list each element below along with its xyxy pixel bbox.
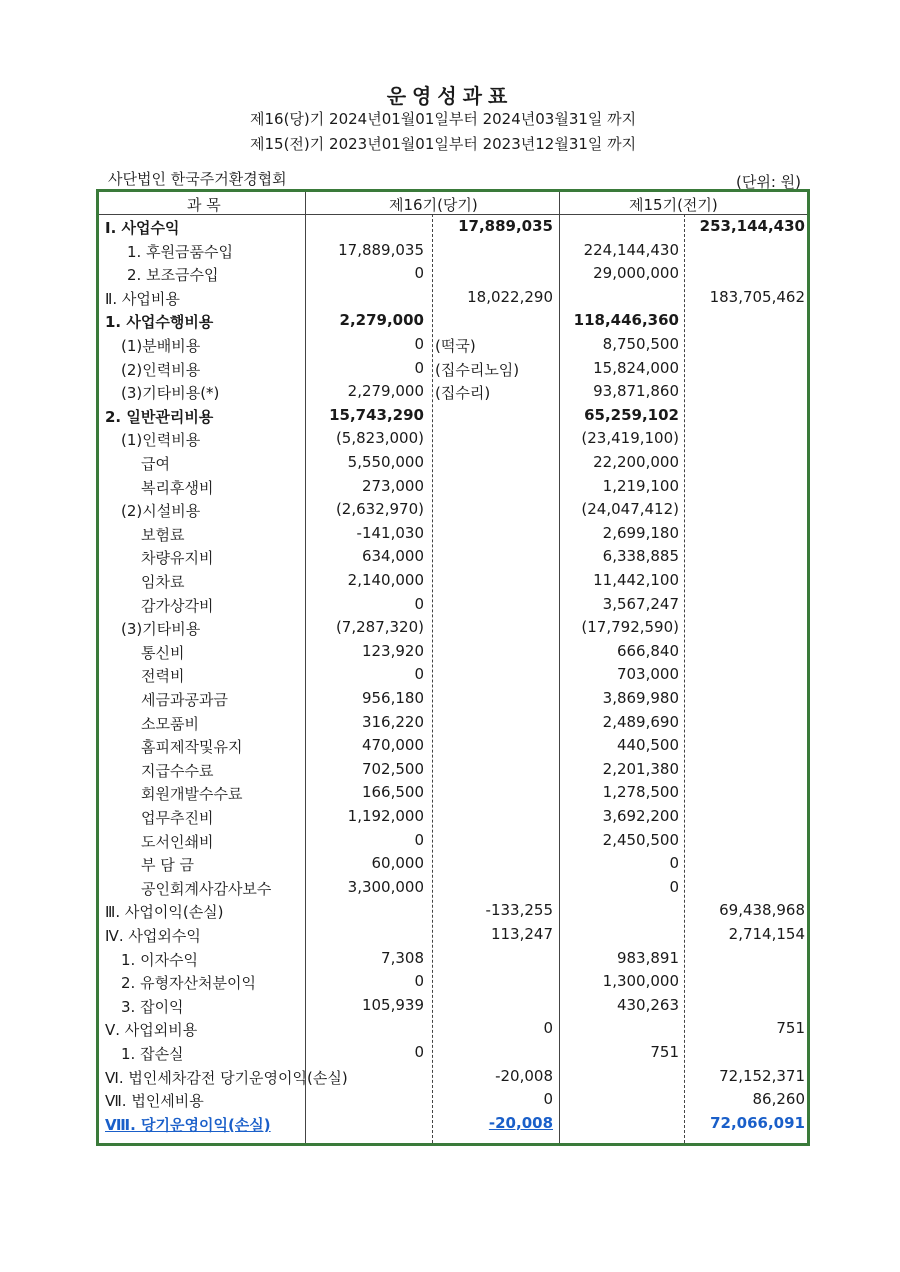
prior-detail-amount: 22,200,000	[593, 453, 679, 471]
prior-total-amount: 72,066,091	[710, 1113, 805, 1132]
table-row	[99, 758, 807, 782]
current-detail-amount: (5,823,000)	[335, 429, 424, 448]
prior-detail-amount: 3,869,980	[602, 689, 679, 707]
row-label: Ⅴ. 사업외비용	[105, 1021, 198, 1040]
table-row	[99, 380, 807, 404]
prior-period: 제15(전)기 2023년01월01일부터 2023년12월31일 까지	[250, 135, 637, 153]
prior-detail-amount: 6,338,885	[602, 547, 679, 566]
current-total-amount: -20,008	[488, 1113, 553, 1132]
current-detail-amount: 0	[414, 264, 424, 283]
row-label: 홈피제작및유지	[141, 738, 243, 757]
current-detail-amount: 2,279,000	[347, 382, 424, 401]
current-detail-amount: 2,140,000	[347, 571, 424, 589]
table-row	[99, 286, 807, 310]
row-label: 1. 이자수익	[121, 950, 199, 969]
row-label: 차량유지비	[141, 549, 214, 568]
current-detail-amount: 5,550,000	[347, 453, 424, 471]
row-label: Ⅷ. 당기운영이익(손실)	[105, 1115, 271, 1134]
row-note: (집수리노임)	[435, 360, 520, 379]
prior-detail-amount: 1,278,500	[602, 783, 679, 802]
current-detail-amount: (2,632,970)	[335, 500, 424, 519]
row-label: 1. 잡손실	[121, 1045, 184, 1063]
table-row	[99, 687, 807, 711]
current-period: 제16(당)기 2024년01월01일부터 2024년03월31일 까지	[250, 110, 637, 128]
table-row	[99, 262, 807, 286]
table-row	[99, 1041, 807, 1065]
prior-total-amount: 86,260	[752, 1090, 805, 1109]
current-detail-amount: 470,000	[361, 736, 424, 755]
prior-detail-amount: 3,692,200	[602, 807, 679, 825]
table-row	[99, 1065, 807, 1089]
header-subject: 과 목	[187, 196, 221, 214]
prior-detail-amount: 666,840	[616, 641, 679, 660]
current-total-amount: -20,008	[495, 1066, 553, 1085]
table-row	[99, 239, 807, 263]
row-label: Ⅵ. 법인세차감전 당기운영이익(손실)	[105, 1068, 348, 1087]
table-header	[99, 192, 807, 215]
prior-detail-amount: 2,699,180	[602, 523, 679, 542]
table-row	[99, 1017, 807, 1041]
prior-detail-amount: 2,450,500	[602, 830, 679, 849]
current-detail-amount: 0	[414, 665, 424, 684]
prior-detail-amount: 703,000	[616, 665, 679, 684]
row-label: Ⅱ. 사업비용	[105, 289, 180, 308]
table-row	[99, 522, 807, 546]
table-row	[99, 593, 807, 617]
table-row	[99, 947, 807, 971]
row-label: 도서인쇄비	[141, 832, 214, 851]
table-row	[99, 404, 807, 428]
prior-detail-amount: (24,047,412)	[581, 500, 679, 519]
prior-detail-amount: 11,442,100	[593, 571, 679, 589]
table-row	[99, 475, 807, 499]
current-detail-amount: 1,192,000	[347, 807, 424, 825]
current-detail-amount: 316,220	[361, 712, 424, 731]
prior-detail-amount: 1,300,000	[602, 972, 679, 991]
table-row	[99, 357, 807, 381]
current-total-amount: 18,022,290	[467, 287, 553, 306]
statement-title: 운영성과표	[386, 84, 514, 108]
prior-detail-amount: 224,144,430	[583, 240, 679, 259]
row-label: (2)인력비용	[121, 360, 201, 379]
row-label: 복리후생비	[141, 478, 214, 497]
prior-total-amount: 183,705,462	[709, 287, 805, 306]
prior-detail-amount: 983,891	[616, 948, 679, 967]
row-label: Ⅰ. 사업수익	[105, 219, 180, 237]
table-row	[99, 876, 807, 900]
row-label: (2)시설비용	[121, 502, 201, 521]
table-row	[99, 923, 807, 947]
current-detail-amount: 0	[414, 358, 424, 377]
table-row	[99, 734, 807, 758]
current-total-amount: 17,889,035	[458, 217, 553, 235]
prior-detail-amount: 0	[669, 854, 679, 873]
row-label: 2. 보조금수입	[127, 266, 219, 285]
prior-detail-amount: 2,489,690	[602, 712, 679, 731]
row-label: (3)기타비용(*)	[121, 384, 220, 403]
row-label: 지급수수료	[141, 761, 214, 780]
current-detail-amount: 0	[414, 335, 424, 353]
row-label: 소모품비	[141, 714, 199, 733]
row-note: (집수리)	[435, 384, 491, 403]
prior-detail-amount: 430,263	[616, 995, 679, 1014]
table-row	[99, 852, 807, 876]
table-row	[99, 1112, 807, 1136]
table-row	[99, 545, 807, 569]
operating-results-table	[96, 189, 810, 1146]
current-detail-amount: 273,000	[361, 476, 424, 495]
table-row	[99, 309, 807, 333]
row-label: 1. 후원금품수입	[127, 242, 234, 261]
row-label: 부 담 금	[141, 856, 195, 875]
row-label: 업무추진비	[141, 809, 214, 827]
row-label: 전력비	[141, 667, 185, 686]
prior-detail-amount: 15,824,000	[593, 358, 679, 377]
table-row	[99, 640, 807, 664]
prior-detail-amount: 29,000,000	[593, 264, 679, 283]
prior-detail-amount: 2,201,380	[602, 759, 679, 778]
row-label: (1)인력비용	[121, 431, 201, 450]
header-prior: 제15기(전기)	[629, 196, 718, 214]
current-total-amount: 113,247	[490, 925, 553, 943]
row-label: 세금과공과금	[141, 691, 228, 709]
table-row	[99, 805, 807, 829]
table-row	[99, 215, 807, 239]
current-detail-amount: 123,920	[361, 641, 424, 660]
current-detail-amount: 166,500	[361, 783, 424, 802]
current-total-amount: 0	[543, 1090, 553, 1109]
table-row	[99, 711, 807, 735]
organization-name: 사단법인 한국주거환경협회	[108, 170, 287, 188]
current-detail-amount: 105,939	[361, 995, 424, 1014]
current-detail-amount: 0	[414, 830, 424, 849]
current-total-amount: -133,255	[485, 901, 553, 920]
prior-detail-amount: 93,871,860	[593, 382, 679, 401]
table-row	[99, 781, 807, 805]
prior-detail-amount: 3,567,247	[602, 594, 679, 613]
table-row	[99, 829, 807, 853]
row-label: 보험료	[141, 525, 185, 544]
prior-total-amount: 2,714,154	[728, 925, 805, 943]
current-total-amount: 0	[543, 1019, 553, 1038]
table-row	[99, 451, 807, 475]
current-detail-amount: 15,743,290	[329, 405, 424, 424]
row-label: Ⅶ. 법인세비용	[105, 1092, 204, 1111]
prior-detail-amount: 8,750,500	[602, 335, 679, 353]
row-label: (3)기타비용	[121, 620, 201, 639]
prior-detail-amount: 440,500	[616, 736, 679, 755]
current-detail-amount: (7,287,320)	[335, 618, 424, 637]
row-label: 공인회계사감사보수	[141, 879, 272, 898]
current-detail-amount: 0	[414, 972, 424, 991]
unit-label: (단위: 원)	[736, 173, 801, 191]
row-label: 급여	[141, 455, 170, 473]
prior-total-amount: 751	[776, 1019, 805, 1038]
row-label: 감가상각비	[141, 596, 214, 615]
table-row	[99, 994, 807, 1018]
table-row	[99, 1088, 807, 1112]
table-row	[99, 569, 807, 593]
prior-detail-amount: 751	[650, 1043, 679, 1061]
prior-total-amount: 69,438,968	[719, 901, 805, 920]
table-row	[99, 970, 807, 994]
current-detail-amount: 60,000	[371, 854, 424, 873]
row-label: 3. 잡이익	[121, 997, 184, 1016]
prior-detail-amount: 118,446,360	[573, 311, 679, 330]
table-row	[99, 663, 807, 687]
row-label: 통신비	[141, 643, 185, 662]
prior-total-amount: 253,144,430	[699, 217, 805, 235]
prior-detail-amount: (23,419,100)	[581, 429, 679, 448]
row-label: Ⅳ. 사업외수익	[105, 927, 201, 945]
current-detail-amount: 2,279,000	[339, 311, 424, 330]
prior-detail-amount: 65,259,102	[584, 405, 679, 424]
current-detail-amount: 0	[414, 594, 424, 613]
current-detail-amount: 634,000	[361, 547, 424, 566]
prior-detail-amount: 0	[669, 877, 679, 896]
row-label: Ⅲ. 사업이익(손실)	[105, 903, 224, 922]
current-detail-amount: 7,308	[381, 948, 424, 967]
table-row	[99, 498, 807, 522]
current-detail-amount: 17,889,035	[338, 240, 424, 259]
prior-detail-amount: (17,792,590)	[581, 618, 679, 637]
current-detail-amount: 3,300,000	[347, 877, 424, 896]
row-label: 임차료	[141, 573, 185, 591]
current-detail-amount: 956,180	[361, 689, 424, 707]
table-row	[99, 333, 807, 357]
prior-detail-amount: 1,219,100	[602, 476, 679, 495]
row-note: (떡국)	[435, 337, 476, 355]
current-detail-amount: 702,500	[361, 759, 424, 778]
table-row	[99, 899, 807, 923]
current-detail-amount: 0	[414, 1043, 424, 1061]
header-current: 제16기(당기)	[389, 196, 478, 214]
table-row	[99, 616, 807, 640]
row-label: 회원개발수수료	[141, 785, 243, 804]
current-detail-amount: -141,030	[356, 523, 424, 542]
table-row	[99, 427, 807, 451]
prior-total-amount: 72,152,371	[719, 1066, 805, 1085]
row-label: 2. 유형자산처분이익	[121, 974, 257, 993]
row-label: (1)분배비용	[121, 337, 201, 355]
row-label: 1. 사업수행비용	[105, 313, 214, 332]
row-label: 2. 일반관리비용	[105, 407, 214, 426]
